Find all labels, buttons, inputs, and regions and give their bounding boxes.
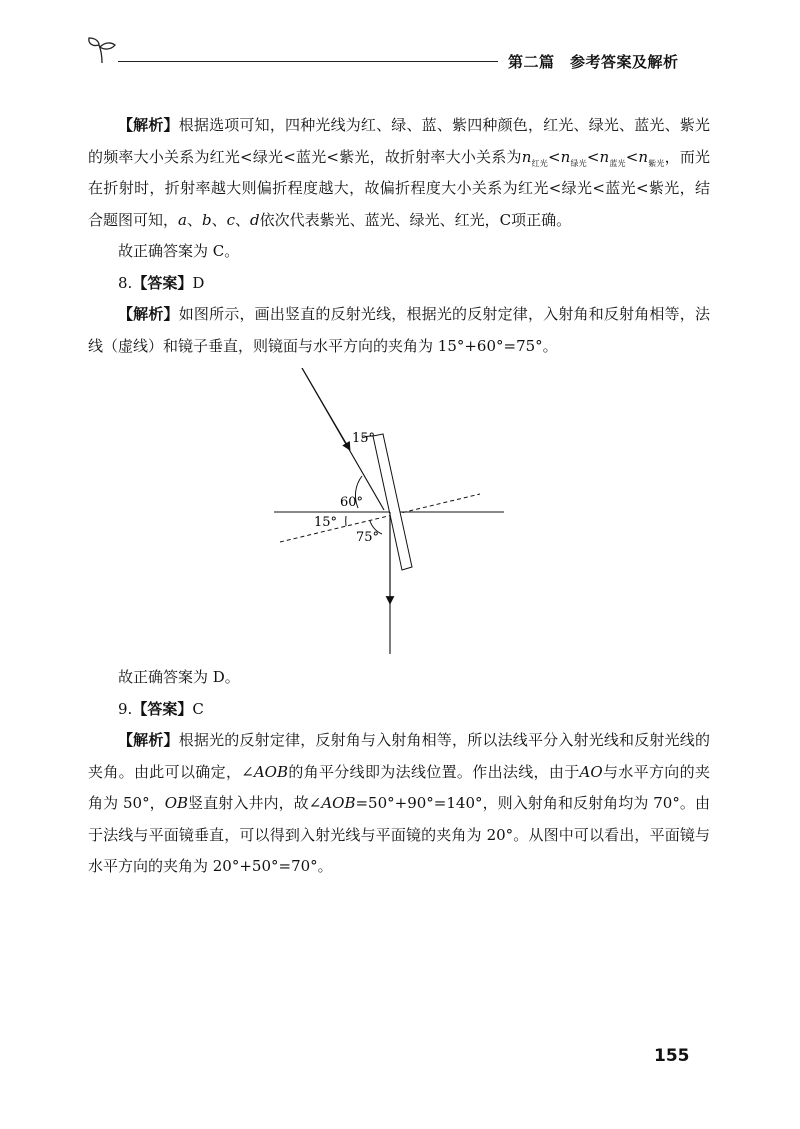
q8-conclusion: 故正确答案为 D。 [118,668,240,686]
q9-number: 9. [118,699,133,718]
q8-analysis-label: 【解析】 [118,305,179,323]
q8-analysis-text: 如图所示，画出竖直的反射光线，根据光的反射定律，入射角和反射角相等，法线（虚线）和镜子垂直，则镜面与水平方向的夹角为 15°+60°=75°。 [88,305,710,355]
lt-2: < [586,147,600,166]
q8-answer-line [88,268,710,300]
q9-text-1: 根据光的反射定律，反射角与入射角相等，所以法线平分入射光线和反射光线的夹角。由此可以确定， [88,731,710,781]
var-a: a [178,210,187,229]
label-angle-incident: 60° [340,495,364,510]
label-angle-top: 15° [352,431,376,446]
incident-arrow [302,368,350,450]
q7-analysis-label: 【解析】 [118,116,179,134]
q7-text-c: 依次代表紫光、蓝光、绿光、红光，C项正确。 [259,210,572,229]
var-b: b [201,210,212,229]
normal-line [280,494,480,542]
lt-3: < [625,147,639,166]
q9-text-5: =50°+90°=140°，则入射角和反射角均为 70°。由于法线与平面镜垂直，可以得到入射光线与平面镜的夹角为 20°。从图中可以看出，平面镜与水平方向的夹角为 20°+50°=70°。 [88,794,710,875]
q9-text-2: 的角平分线即为法线位置。作出法线，由于 [288,762,580,781]
q8-answer-value: D [192,273,205,292]
q9-analysis-label: 【解析】 [118,731,179,749]
sprout-icon [86,35,118,65]
q8-number: 8. [118,273,133,292]
header-section-title: 第二篇 参考答案及解析 [508,53,679,71]
n-blue: n [599,147,610,166]
q7-text-a: 根据选项可知，四种光线为红、绿、蓝、紫四种颜色，红光、绿光、蓝光、紫光的频率大小关系为红光<绿光<蓝光<紫光，故折射率大小关系为 [88,116,710,166]
label-angle-mirror: 75° [356,530,380,545]
main-content [88,110,710,883]
label-angle-left: 15° [314,515,338,530]
var-d: d [250,210,260,229]
sep-1: 、 [186,210,202,229]
sub-red: 红光 [531,158,548,168]
q9-answer-label: 【答案】 [132,699,193,718]
sep-2: 、 [211,210,227,229]
q8-answer-label: 【答案】 [132,273,193,292]
q7-text-b: ，而光在折射时，折射率越大则偏折程度越大，故偏折程度大小关系为红光<绿光<蓝光<紫光，结合题图可知， [88,147,711,229]
reflection-diagram [274,368,524,658]
q9-ob: OB [164,794,189,812]
sub-blue: 蓝光 [609,158,626,168]
sep-3: 、 [235,210,251,229]
q9-text-4: 竖直射入井内，故 [188,794,309,812]
page-number: 155 [654,1046,690,1066]
q9-angle-aob-2: ∠AOB [308,794,356,812]
q7-analysis-paragraph [88,110,710,236]
q9-angle-aob-1: ∠AOB [241,762,288,781]
n-green: n [560,147,571,166]
header-rule [118,61,498,62]
sub-green: 绿光 [570,158,587,168]
var-c: c [226,210,236,229]
lt-1: < [547,147,561,166]
sub-purple: 紫光 [647,158,665,168]
q9-answer-line [88,694,710,726]
q9-analysis-paragraph [88,725,710,883]
n-purple: n [638,147,648,166]
q9-ao: AO [579,762,603,781]
q7-conclusion: 故正确答案为 C。 [118,242,240,260]
n-red: n [521,147,532,166]
q8-analysis-paragraph [88,299,710,362]
q9-answer-value: C [192,699,204,718]
q9-text-3: 与水平方向的夹角为 50°， [88,762,710,812]
